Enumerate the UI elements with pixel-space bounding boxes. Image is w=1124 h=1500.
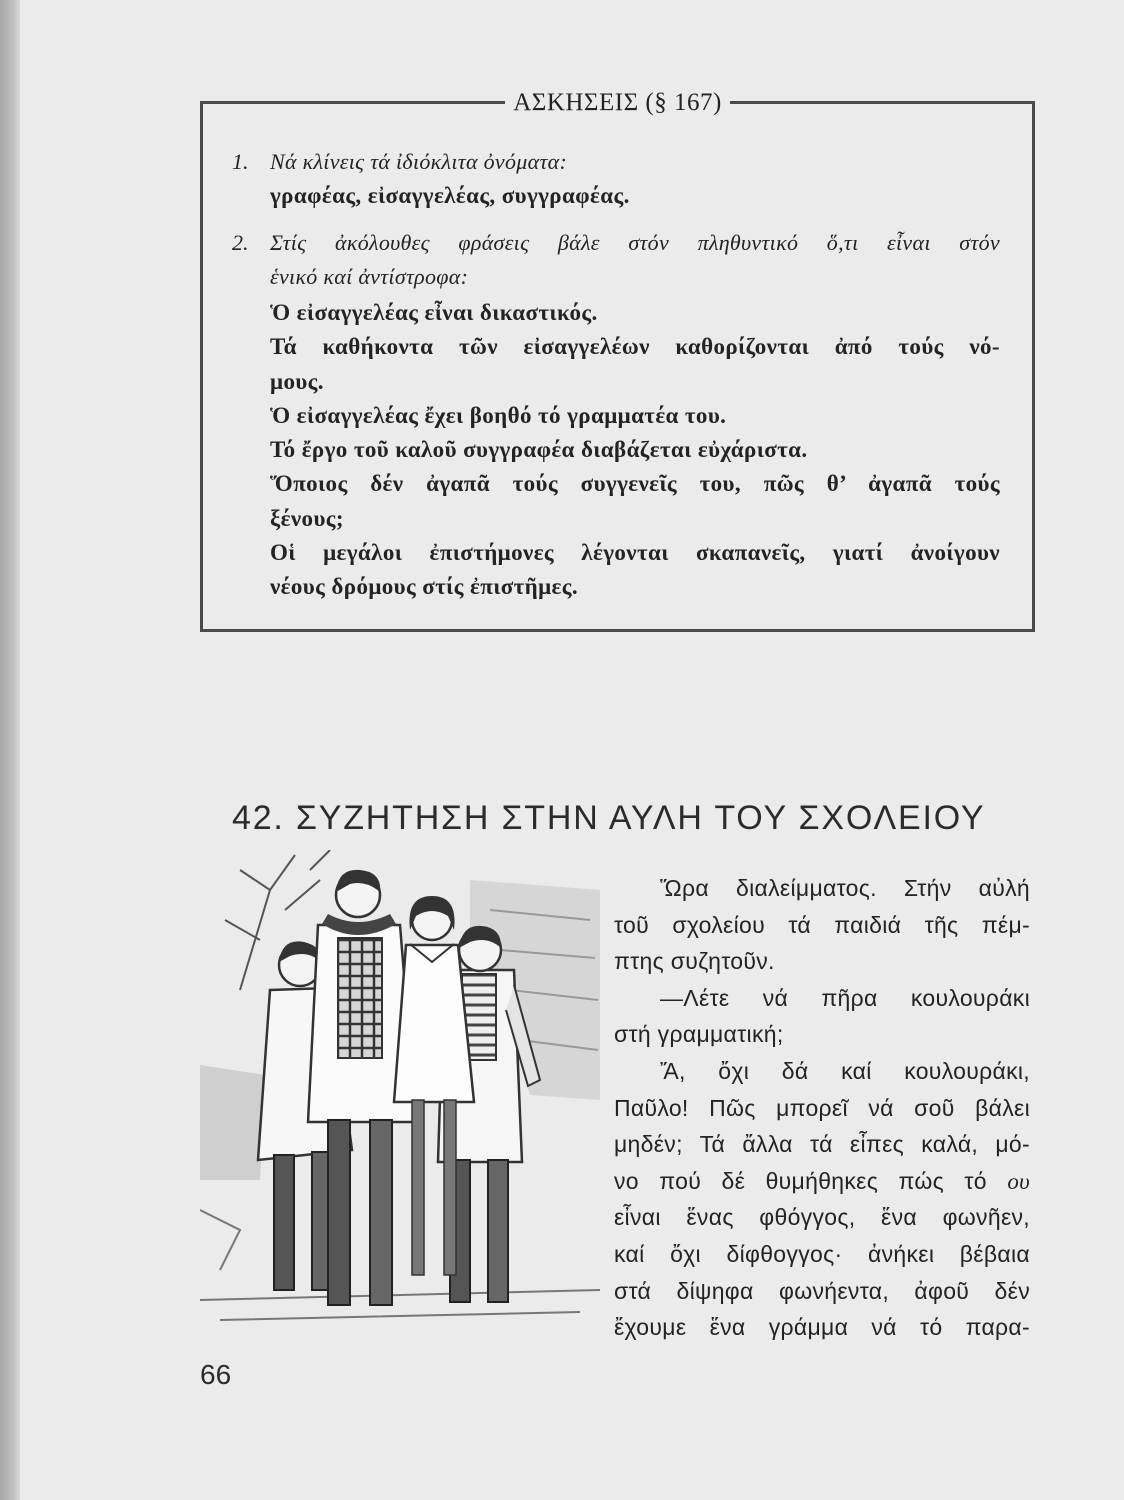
child-girl-leg bbox=[412, 1100, 424, 1275]
sentence-line: Ὁ εἰσαγγελέας εἶναι δικαστικός. bbox=[270, 300, 598, 325]
lesson-line: —Λέτε νά πῆρα κουλουράκι bbox=[660, 984, 1030, 1011]
exercise-1 bbox=[270, 145, 1000, 213]
lesson-line: εἶναι ἕνας φθόγγος, ἕνα φωνῆεν, bbox=[614, 1204, 1030, 1231]
lesson-title: 42. ΣΥΖΗΤΗΣΗ ΣΤΗΝ ΑΥΛΗ ΤΟΥ ΣΧΟΛΕΙΟΥ bbox=[232, 799, 986, 837]
exercises-heading bbox=[203, 87, 1032, 119]
lesson-line: στά δίψηφα φωνήεντα, ἀφοῦ δέν bbox=[614, 1277, 1030, 1304]
instruction-line: ἑνικό καί ἀντίστροφα: bbox=[270, 264, 469, 289]
sentence-line: Τό ἔργο τοῦ καλοῦ συγγραφέα διαβάζεται εὐχάριστα. bbox=[270, 437, 808, 462]
child-right-leg bbox=[488, 1160, 508, 1302]
exercise-2-instruction bbox=[270, 226, 1000, 294]
background-bench bbox=[200, 1065, 265, 1180]
lesson-line: Ἄ, ὄχι δά καί κουλουράκι, bbox=[660, 1057, 1030, 1084]
exercise-1-instruction: Νά κλίνεις τά ἰδιόκλιτα ὀνόματα: bbox=[270, 149, 568, 174]
ground-lines bbox=[200, 1210, 600, 1320]
child-left-leg bbox=[274, 1155, 294, 1290]
sentence-line: Ὁ εἰσαγγελέας ἔχει βοηθό τό γραμματέα του. bbox=[270, 402, 727, 428]
lesson-line: τοῦ σχολείου τά παιδιά τῆς πέμ- bbox=[614, 911, 1030, 938]
sentence-line: μους. bbox=[270, 368, 324, 394]
page-edge-shadow bbox=[0, 0, 20, 1500]
child-girl-coat bbox=[394, 945, 474, 1102]
child-center-leg bbox=[328, 1120, 350, 1305]
sentence-line: νέους δρόμους στίς ἐπιστῆμες. bbox=[270, 574, 579, 599]
lesson-line-text: νο πού δέ θυμήθηκες πώς τό bbox=[614, 1167, 987, 1194]
sentence-line: Τά καθήκοντα τῶν εἰσαγγελέων καθορίζονται ἀπό τούς νό- bbox=[270, 334, 1000, 360]
instruction-line: Στίς ἀκόλουθες φράσεις βάλε στόν πληθυντικό ὅ,τι εἶναι στόν bbox=[270, 230, 1000, 255]
lesson-line: μηδέν; Τά ἄλλα τά εἶπες καλά, μό- bbox=[614, 1131, 1030, 1158]
lesson-line: πτης συζητοῦν. bbox=[614, 948, 775, 975]
exercises-heading-text: ΑΣΚΗΣΕΙΣ (§ 167) bbox=[505, 89, 730, 116]
child-center-plaid-sweater bbox=[338, 938, 382, 1058]
schoolyard-illustration bbox=[200, 850, 600, 1330]
lesson-text bbox=[614, 870, 1030, 1346]
lesson-line: καί ὄχι δίφθογγος· ἀνήκει βέβαια bbox=[614, 1240, 1030, 1267]
exercise-number-2: 2. bbox=[232, 230, 249, 255]
exercise-number-1: 1. bbox=[232, 149, 249, 174]
lesson-line bbox=[614, 1163, 1030, 1200]
page-number: 66 bbox=[200, 1359, 232, 1390]
sentence-line: ξένους; bbox=[270, 505, 344, 531]
child-girl-leg bbox=[444, 1100, 456, 1275]
lesson-emphasis: ου bbox=[1007, 1168, 1030, 1194]
sentence-line: Ὅποιος δέν ἀγαπᾶ τούς συγγενεῖς του, πῶς θ’ ἀγαπᾶ τούς bbox=[270, 471, 1000, 497]
lesson-line: Παῦλο! Πῶς μπορεῖ νά σοῦ βάλει bbox=[614, 1094, 1030, 1121]
lesson-line: στή γραμματική; bbox=[614, 1021, 784, 1048]
sentence-line: Οἱ μεγάλοι ἐπιστήμονες λέγονται σκαπανεῖς, γιατί ἀνοίγουν bbox=[270, 539, 1000, 565]
lesson-line: ἔχουμε ἕνα γράμμα νά τό παρα- bbox=[614, 1314, 1030, 1341]
lesson-line: Ὥρα διαλείμματος. Στήν αὐλή bbox=[660, 875, 1030, 901]
child-center-leg bbox=[370, 1120, 392, 1305]
exercise-1-words: γραφέας, εἰσαγγελέας, συγγραφέας. bbox=[270, 183, 630, 208]
exercise-2-sentences bbox=[270, 296, 1000, 604]
